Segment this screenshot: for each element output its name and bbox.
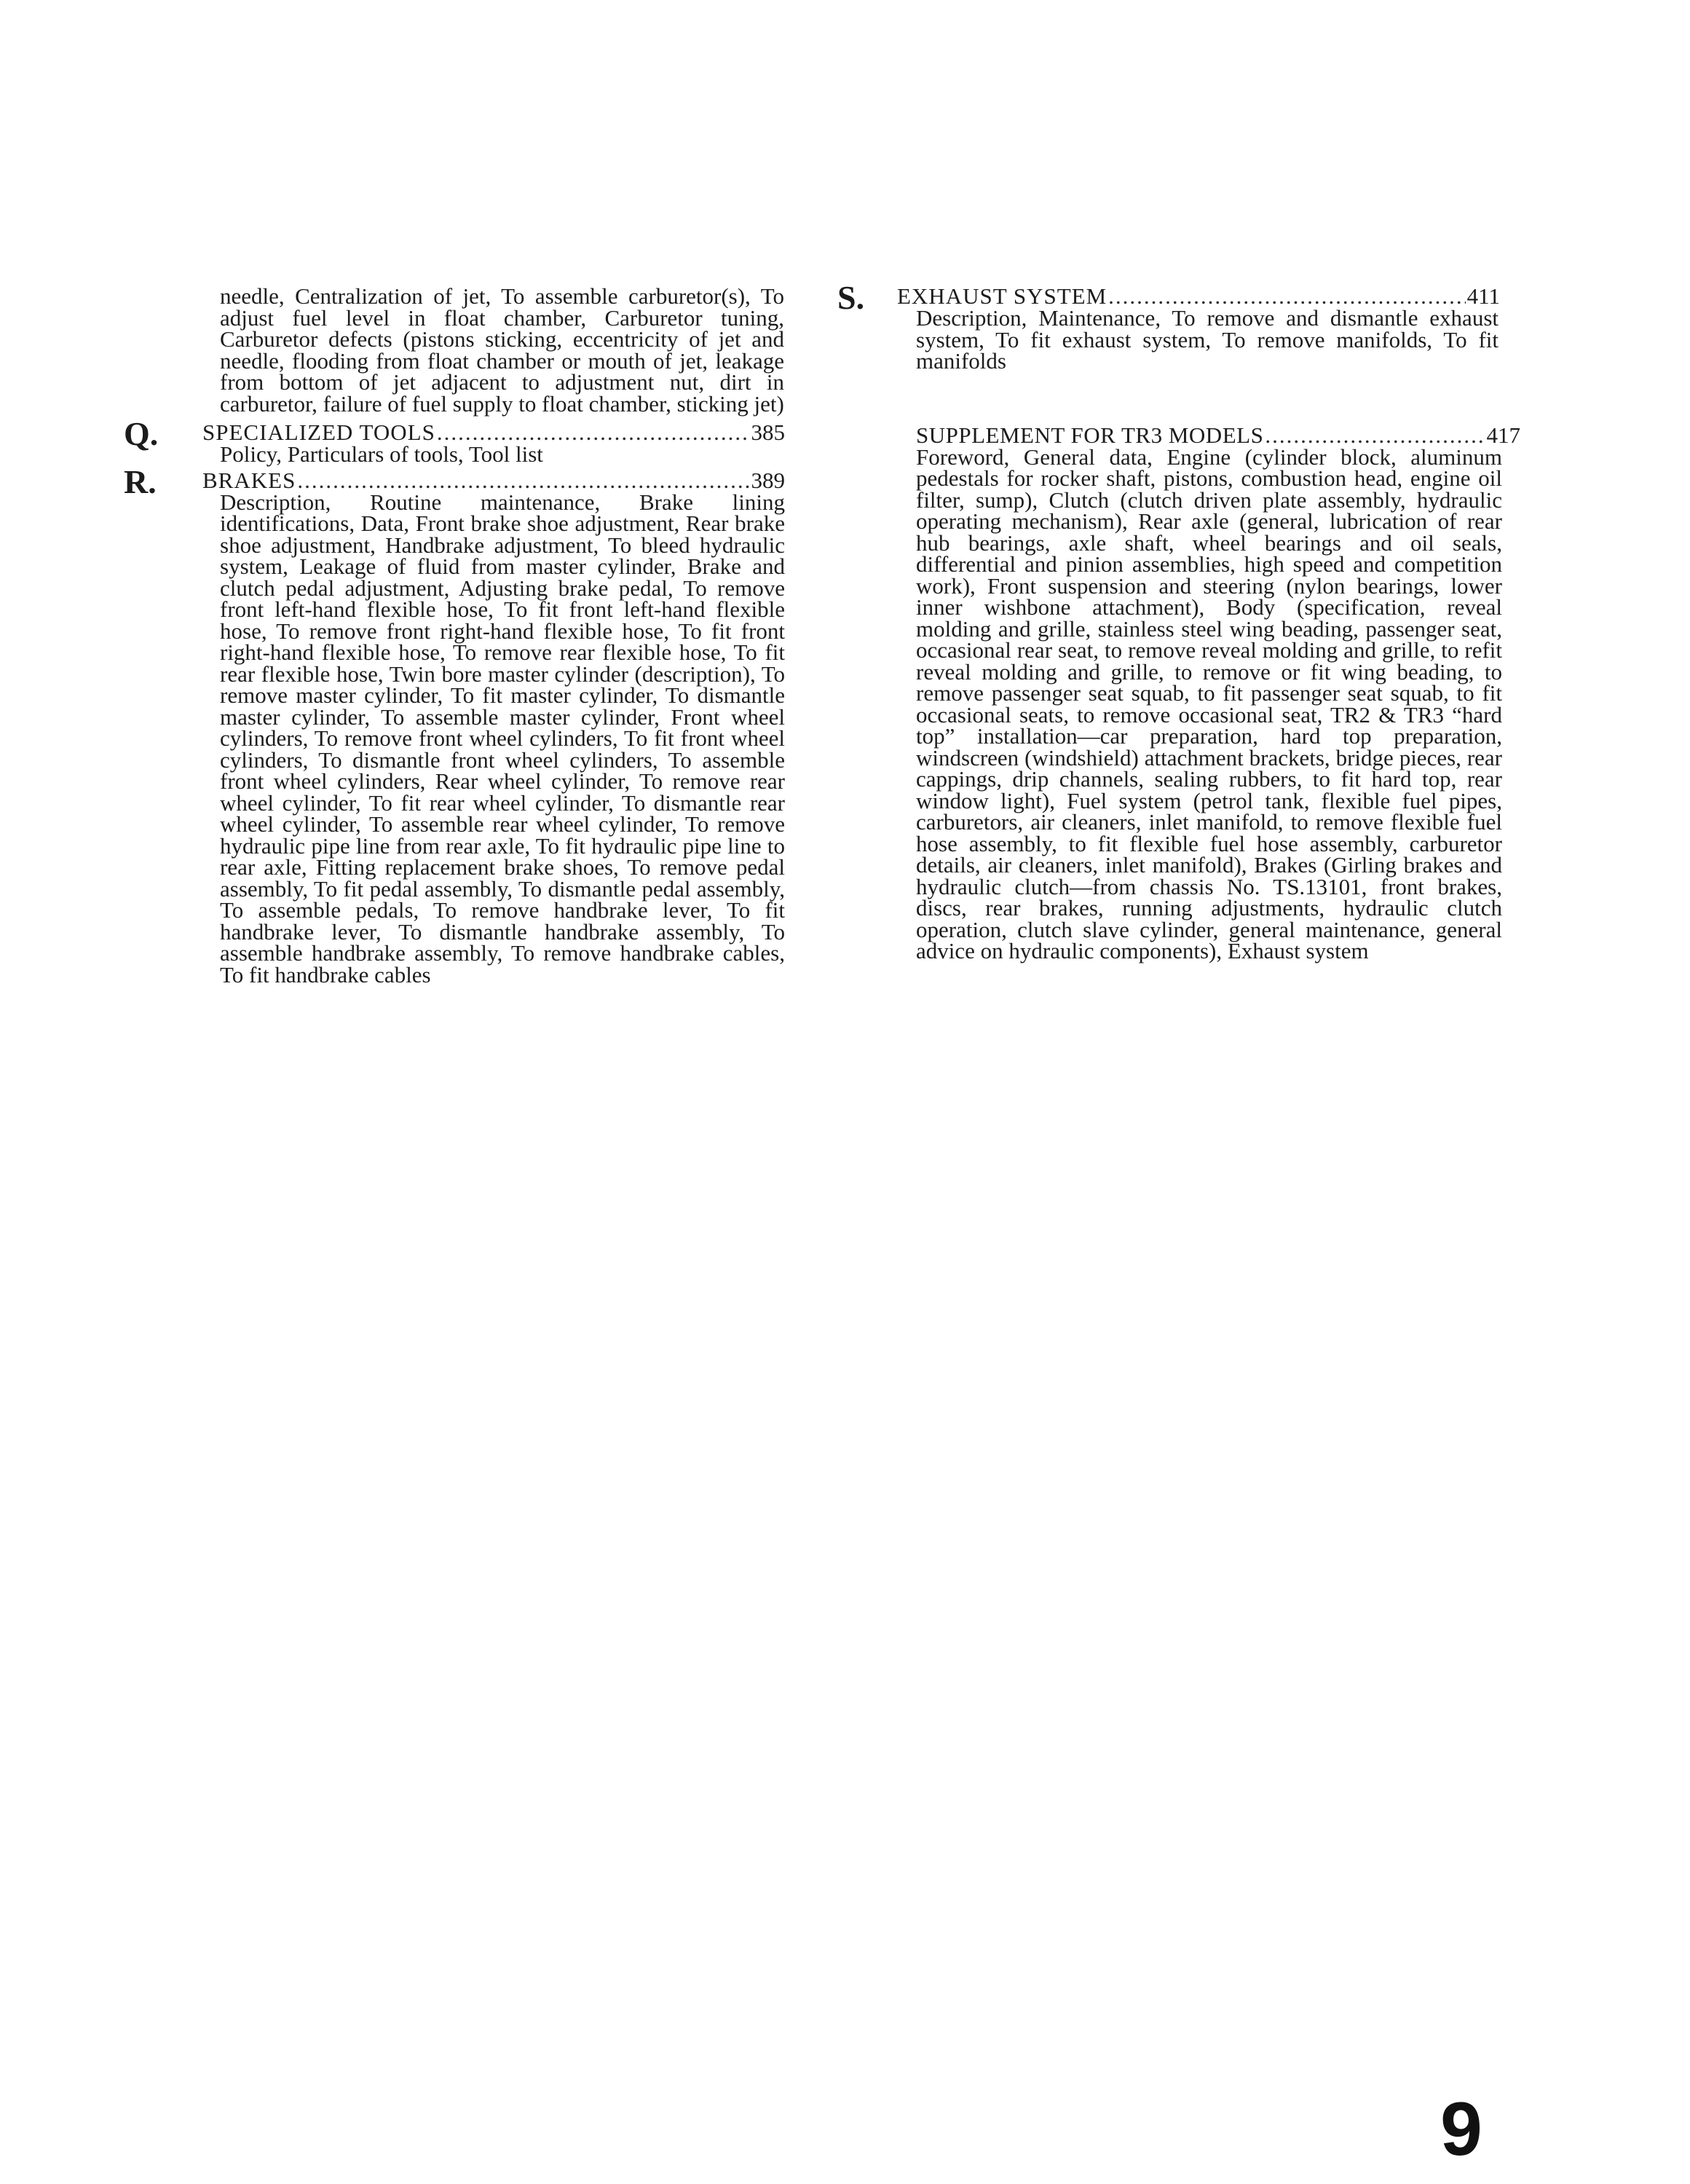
- toc-entry-specialized-tools[interactable]: [202, 419, 785, 445]
- supplement-page-number: 417: [1486, 422, 1520, 448]
- section-page-number: 385: [751, 419, 785, 445]
- section-description: Description, Maintenance, To remove and dismantle exhaust system, To fit exhaust system, To remove manifolds, To fit manifolds: [916, 305, 1499, 374]
- section-title: SPECIALIZED TOOLS: [202, 419, 435, 445]
- toc-entry-brakes[interactable]: [202, 467, 785, 493]
- section-letter-q: Q.: [124, 415, 159, 452]
- left-column: [124, 285, 801, 1008]
- section-description: Description, Routine maintenance, Brake lining identifications, Data, Front brake shoe adjustment, Rear brake shoe adjustment, Handbrake adjustment, To bleed hydraulic system, Leakage of fluid from master cylinder, Brake and clutch pedal adjustment, Adjusting brake pedal, To remove front left-hand flexible hose, To fit front left-hand flexible hose, To remove front right-hand flexible hose, To fit front right-hand flexible hose, To remove rear flexible hose, To fit rear flexible hose, Twin bore master cylinder (description), To remove master cylinder, To fit master cylinder, To dismantle master cylinder, To assemble master cylinder, Front wheel cylinders, To remove front wheel cylinders, To fit front wheel cylinders, To dismantle front wheel cylinders, To assemble front wheel cylinders, Rear wheel cylinder, To remove rear wheel cylinder, To fit rear wheel cylinder, To dismantle rear wheel cylinder, To assemble rear wheel cylinder, To remove hydraulic pipe line from rear axle, To fit hydraulic pipe line to rear axle, Fitting replacement brake shoes, To remove pedal assembly, To fit pedal assembly, To dismantle pedal assembly, To assemble pedals, To remove handbrake lever, To fit handbrake lever, To dismantle handbrake assembly, To assemble handbrake assembly, To remove handbrake cables, To fit handbrake cables: [220, 489, 785, 987]
- section-q-specialized-tools: [124, 415, 801, 467]
- section-title: EXHAUST SYSTEM: [897, 283, 1107, 309]
- section-title: BRAKES: [202, 467, 296, 493]
- section-letter-s: S.: [837, 279, 865, 316]
- section-r-brakes: [124, 462, 801, 987]
- toc-entry-supplement[interactable]: [916, 422, 1520, 448]
- toc-entry-exhaust-system[interactable]: [897, 285, 1500, 307]
- section-page-number: 389: [751, 467, 785, 493]
- right-column: [837, 279, 1520, 985]
- carburetor-continuation-text: needle, Centralization of jet, To assemble carburetor(s), To adjust fuel level in float chamber, Carburetor tuning, Carburetor defects (pistons sticking, eccentricity of jet and needle, flooding from float chamber or mouth of jet, leakage from bottom of jet adjacent to adjustment nut, dirt in carburetor, failure of fuel supply to float chamber, sticking jet): [220, 283, 784, 417]
- dot-leader: [1265, 425, 1485, 446]
- section-supplement-tr3: [837, 422, 1520, 963]
- supplement-description: Foreword, General data, Engine (cylinder block, aluminum pedestals for rocker shaft, pistons, combustion head, engine oil filter, sump), Clutch (clutch driven plate assembly, hydraulic operating mechanism), Rear axle (general, lubrication of rear hub bearings, axle shaft, wheel bearings and oil seals, differential and pinion assemblies, high speed and competition work), Front suspension and steering (nylon bearings, lower inner wishbone attachment), Body (specification, reveal molding and grille, stainless steel wing beading, passenger seat, occasional rear seat, to remove reveal molding and grille, to refit reveal molding and grille, to remove or fit wing beading, to remove passenger seat squab, to fit passenger seat squab, to fit occasional seats, to remove occasional seat, TR2 & TR3 “hard top” installation—car preparation, hard top preparation, windscreen (windshield) attachment brackets, bridge pieces, rear cappings, drip channels, sealing rubbers, to fit hard top, rear window light), Fuel system (petrol tank, flexible fuel pipes, carburetors, air cleaners, inlet manifold, to remove flexible fuel hose assembly, to fit flexible fuel hose assembly, carburetor details, air cleaners, inlet manifold), Brakes (Girling brakes and hydraulic clutch—from chassis No. TS.13101, front brakes, discs, rear brakes, running adjustments, hydraulic clutch operation, clutch slave cylinder, general maintenance, general advice on hydraulic components), Exhaust system: [916, 443, 1502, 963]
- dot-leader: [297, 470, 749, 492]
- section-letter-r: R.: [124, 462, 157, 500]
- dot-leader: [437, 422, 750, 443]
- section-description: Policy, Particulars of tools, Tool list: [220, 441, 543, 467]
- supplement-title: SUPPLEMENT FOR TR3 MODELS: [916, 422, 1264, 448]
- page-number: 9: [1440, 2087, 1482, 2172]
- dot-leader: [1108, 285, 1465, 307]
- section-s-exhaust-system: [837, 279, 1507, 374]
- section-page-number: 411: [1466, 283, 1500, 309]
